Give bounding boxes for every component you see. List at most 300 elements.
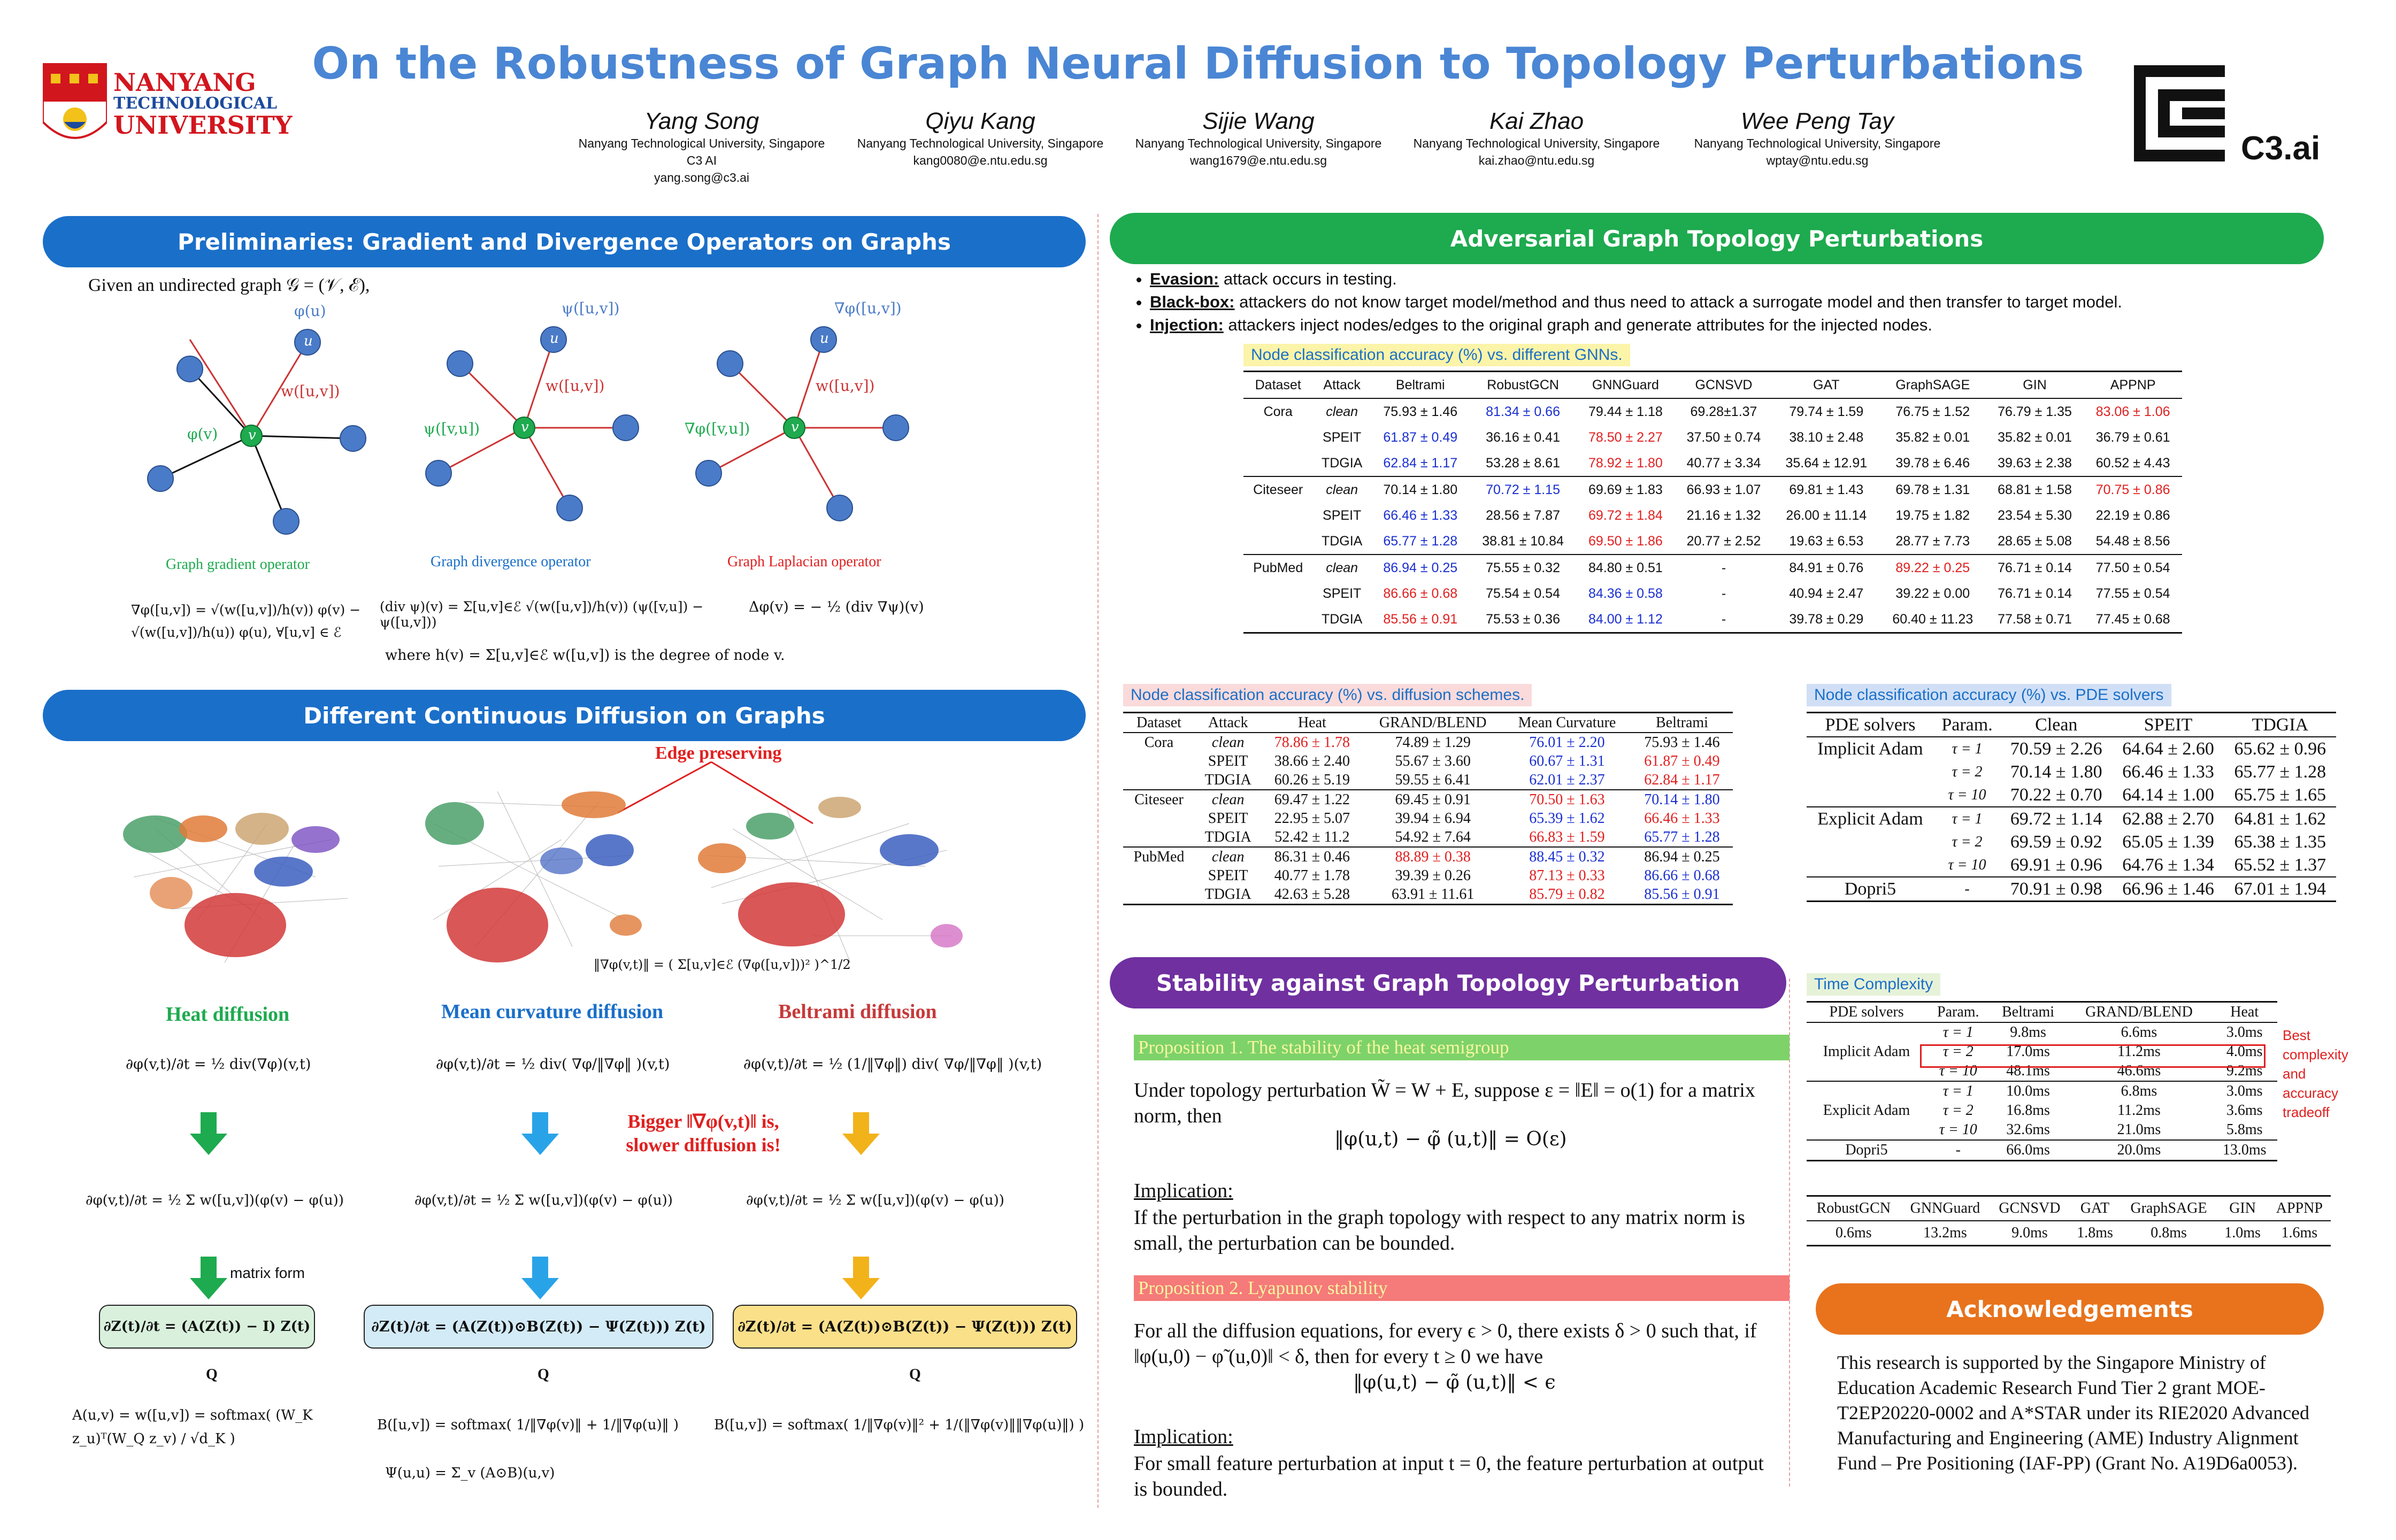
implication-2-text: For small feature perturbation at input t = 0, the feature perturbation at output is bounded. xyxy=(1134,1452,1764,1500)
value-cell: 46.6ms xyxy=(2117,1062,2161,1079)
param-cell: τ = 1 xyxy=(1942,1024,1973,1041)
dataset-cell xyxy=(1243,606,1312,633)
column-header: Attack xyxy=(1208,714,1248,731)
table-row xyxy=(1243,606,2182,633)
column-header: GRAND/BLEND xyxy=(1379,714,1487,731)
param-cell: τ = 10 xyxy=(1939,1121,1977,1138)
table-row xyxy=(1243,450,2182,476)
author-email[interactable]: kang0080@e.ntu.edu.sg xyxy=(913,153,1048,167)
list-item: • Injection: attackers inject nodes/edges to the original graph and generate attributes for the injected nodes. xyxy=(1150,313,2122,336)
table-row xyxy=(1123,809,1733,828)
value-cell: 76.71 ± 0.14 xyxy=(1998,560,2072,575)
table-row xyxy=(1807,1022,2277,1042)
pde-accuracy-table xyxy=(1807,712,2336,902)
dataset-cell xyxy=(1243,581,1312,606)
dataset-cell xyxy=(1123,828,1195,847)
gnn-table-tag: Node classification accuracy (%) vs. different GNNs. xyxy=(1243,344,1630,366)
dataset-cell xyxy=(1243,503,1312,528)
value-cell: 48.1ms xyxy=(2006,1062,2050,1079)
param-cell: τ = 10 xyxy=(1939,1062,1977,1079)
table-row xyxy=(1807,807,2336,830)
value-cell: 54.48 ± 8.56 xyxy=(2095,534,2170,549)
column-header: Heat xyxy=(2230,1004,2259,1020)
heat-discrete: ∂φ(v,t)/∂t = ½ Σ w([u,v])(φ(v) − φ(u)) xyxy=(86,1192,344,1208)
value-cell: 53.28 ± 8.61 xyxy=(1486,456,1560,471)
value-cell: 64.76 ± 1.34 xyxy=(2122,855,2214,875)
table-row xyxy=(1807,853,2336,877)
value-cell: 26.00 ± 11.14 xyxy=(1786,508,1867,523)
graph-node xyxy=(447,351,473,376)
value-cell: 62.84 ± 1.17 xyxy=(1383,456,1458,471)
value-cell: 60.67 ± 1.31 xyxy=(1529,753,1605,769)
value-cell: 70.14 ± 1.80 xyxy=(2010,762,2102,782)
value-cell: 0.6ms xyxy=(1835,1225,1872,1241)
table-header-row xyxy=(1123,713,1733,733)
divergence-top-label: ψ([u,v]) xyxy=(562,299,620,317)
dataset-cell: Cora xyxy=(1144,734,1174,751)
column-header: Attack xyxy=(1323,378,1361,392)
author-email[interactable]: kai.zhao@ntu.edu.sg xyxy=(1478,153,1595,167)
value-cell: 3.0ms xyxy=(2226,1083,2263,1099)
value-cell: 13.0ms xyxy=(2222,1142,2267,1158)
gradient-graph xyxy=(148,329,366,534)
value-cell: 65.62 ± 0.96 xyxy=(2234,739,2326,759)
author-affiliation: Nanyang Technological University, Singapore xyxy=(857,136,1104,150)
beltrami-b-formula: B([u,v]) = softmax( 1/‖∇φ(v)‖² + 1/(‖∇φ(v)‖‖∇φ(u)‖) ) xyxy=(714,1417,1085,1433)
solver-cell: Dopri5 xyxy=(1845,1142,1888,1158)
value-cell: 77.58 ± 0.71 xyxy=(1998,612,2072,627)
dataset-cell xyxy=(1123,752,1195,771)
poster-title: On the Robustness of Graph Neural Diffusion to Topology Perturbations xyxy=(312,38,2084,89)
edge-preserving-label: Edge preserving xyxy=(655,743,782,763)
ntu-logo-line2: TECHNOLOGICAL xyxy=(113,94,278,113)
value-cell: 52.42 ± 11.2 xyxy=(1274,829,1350,845)
table-row xyxy=(1123,866,1733,885)
dataset-cell: Cora xyxy=(1263,404,1293,419)
column-header: Clean xyxy=(2035,715,2078,735)
mean-curvature-title: Mean curvature diffusion xyxy=(441,1000,664,1023)
value-cell: 55.67 ± 3.60 xyxy=(1395,753,1471,769)
value-cell: 37.50 ± 0.74 xyxy=(1686,430,1761,445)
solver-cell: Dopri5 xyxy=(1844,879,1896,899)
solver-cell: Implicit Adam xyxy=(1823,1043,1910,1060)
value-cell: 77.55 ± 0.54 xyxy=(2095,586,2170,601)
value-cell: 35.82 ± 0.01 xyxy=(1895,430,1970,445)
dataset-cell xyxy=(1243,450,1312,476)
table-row xyxy=(1807,877,2336,902)
beltrami-title: Beltrami diffusion xyxy=(778,1000,937,1023)
column-header: GAT xyxy=(1813,378,1840,392)
node-v-label: v xyxy=(521,419,529,435)
embedding-plots xyxy=(91,759,979,1011)
gradient-formula: ∇φ([u,v]) = √(w([u,v])/h(v)) φ(v) − √(w([u,v])/h(u)) φ(u), ∀[u,v] ∈ ℰ xyxy=(131,602,361,640)
attack-cell: SPEIT xyxy=(1323,586,1362,601)
dataset-cell: Citeseer xyxy=(1134,791,1184,808)
solver-cell xyxy=(1807,1120,1926,1140)
value-cell: - xyxy=(1721,560,1726,575)
q-label: Q xyxy=(909,1366,921,1383)
beltrami-embedding-clusters xyxy=(698,797,963,948)
solver-cell xyxy=(1807,1061,1926,1081)
dataset-cell: PubMed xyxy=(1253,560,1303,575)
value-cell: 69.69 ± 1.83 xyxy=(1588,482,1663,497)
column-header: Param. xyxy=(1941,715,1993,735)
beltrami-discrete: ∂φ(v,t)/∂t = ½ Σ w([u,v])(φ(v) − φ(u)) xyxy=(746,1192,1004,1208)
value-cell: 1.0ms xyxy=(2224,1225,2261,1241)
param-cell: - xyxy=(1964,881,1970,897)
param-cell: τ = 1 xyxy=(1942,1083,1973,1099)
table-row xyxy=(1243,425,2182,450)
divergence-center-label: ψ([v,u]) xyxy=(424,420,480,437)
author-name: Yang Song xyxy=(644,108,759,134)
value-cell: 39.22 ± 0.00 xyxy=(1895,586,1970,601)
table-row xyxy=(1807,737,2336,760)
author-affiliation: Nanyang Technological University, Singapore xyxy=(578,136,825,150)
author-extra: C3 AI xyxy=(686,153,717,167)
table-row xyxy=(1123,828,1733,847)
gnn-accuracy-table xyxy=(1243,371,2182,634)
value-cell: 65.39 ± 1.62 xyxy=(1529,810,1605,827)
gradient-top-label: φ(u) xyxy=(294,302,326,320)
solver-cell xyxy=(1807,1081,1926,1101)
bigger-gradient-note: Bigger ‖∇φ(v,t)‖ is, slower diffusion is! xyxy=(626,1111,781,1156)
author-3 xyxy=(1125,108,1392,169)
matrix-form-label: matrix form xyxy=(230,1265,305,1281)
table-row xyxy=(1243,398,2182,425)
value-cell: 62.84 ± 1.17 xyxy=(1644,772,1720,788)
gradient-center-label: φ(v) xyxy=(187,425,218,443)
value-cell: 22.19 ± 0.86 xyxy=(2095,508,2170,523)
implication-1-text: If the perturbation in the graph topology with respect to any matrix norm is small, the perturbation can be bounded. xyxy=(1134,1206,1745,1254)
table-row xyxy=(1807,1081,2277,1101)
laplacian-edge-label: w([u,v]) xyxy=(816,377,875,395)
value-cell: 40.77 ± 1.78 xyxy=(1274,867,1350,884)
value-cell: 21.0ms xyxy=(2117,1121,2161,1138)
author-affiliation: Nanyang Technological University, Singapore xyxy=(1694,136,1941,150)
time-complexity-tag: Time Complexity xyxy=(1807,973,1940,996)
beltrami-pde: ∂φ(v,t)/∂t = ½ (1/‖∇φ‖) div( ∇φ/‖∇φ‖ )(v,t) xyxy=(743,1056,1042,1073)
value-cell: 75.54 ± 0.54 xyxy=(1486,586,1560,601)
c3-logo xyxy=(2129,60,2353,167)
attack-cell: SPEIT xyxy=(1208,753,1248,769)
value-cell: 86.94 ± 0.25 xyxy=(1383,560,1458,575)
value-cell: 66.0ms xyxy=(2006,1142,2050,1158)
table-header-row xyxy=(1807,1002,2277,1023)
laplacian-caption: Graph Laplacian operator xyxy=(727,553,881,570)
value-cell: 76.75 ± 1.52 xyxy=(1895,404,1970,419)
column-header: GNNGuard xyxy=(1592,378,1659,392)
value-cell: 65.77 ± 1.28 xyxy=(1383,534,1458,549)
column-header: GCNSVD xyxy=(1695,378,1753,392)
value-cell: 65.05 ± 1.39 xyxy=(2122,832,2214,852)
value-cell: 40.77 ± 3.34 xyxy=(1686,456,1761,471)
dataset-cell: PubMed xyxy=(1133,849,1185,865)
table-row xyxy=(1243,476,2182,503)
attack-cell: TDGIA xyxy=(1204,829,1251,845)
graph-node xyxy=(613,415,639,441)
value-cell: 11.2ms xyxy=(2117,1043,2161,1060)
q-label: Q xyxy=(206,1366,218,1383)
graph-node xyxy=(340,426,366,451)
dataset-cell xyxy=(1123,866,1195,885)
table-header-row xyxy=(1807,1196,2331,1221)
value-cell: 39.63 ± 2.38 xyxy=(1998,456,2072,471)
column-header: PDE solvers xyxy=(1825,715,1916,735)
author-affiliation: Nanyang Technological University, Singapore xyxy=(1413,136,1660,150)
value-cell: 9.8ms xyxy=(2010,1024,2046,1041)
value-cell: 32.6ms xyxy=(2006,1121,2050,1138)
author-email[interactable]: wptay@ntu.edu.sg xyxy=(1766,153,1869,167)
divergence-formula: (div ψ)(v) = Σ[u,v]∈ℰ √(w([u,v])/h(v)) (ψ([v,u]) − ψ([u,v])) xyxy=(380,599,704,630)
value-cell: 70.14 ± 1.80 xyxy=(1383,482,1458,497)
mean-curvature-arrow-icon xyxy=(521,1112,559,1155)
best-tradeoff-box xyxy=(1920,1044,2266,1068)
gradient-norm-formula: ‖∇φ(v,t)‖ = ( Σ[u,v]∈ℰ (∇φ([u,v]))² )^1/2 xyxy=(594,957,851,972)
column-header: TDGIA xyxy=(2252,715,2309,735)
value-cell: 69.45 ± 0.91 xyxy=(1395,791,1471,808)
value-cell: 78.92 ± 1.80 xyxy=(1588,456,1663,471)
value-cell: 78.86 ± 1.78 xyxy=(1274,734,1350,751)
column-header: GIN xyxy=(2023,378,2047,392)
table-row xyxy=(1243,528,2182,555)
value-cell: 10.0ms xyxy=(2006,1083,2050,1099)
value-cell: 69.47 ± 1.22 xyxy=(1274,791,1350,808)
value-cell: 77.45 ± 0.68 xyxy=(2095,612,2170,627)
diffusion-banner: Different Continuous Diffusion on Graphs xyxy=(43,690,1086,741)
value-cell: 9.2ms xyxy=(2226,1062,2263,1079)
attack-settings-list xyxy=(1134,267,2122,336)
author-email[interactable]: yang.song@c3.ai xyxy=(654,171,750,184)
value-cell: 1.8ms xyxy=(2077,1225,2113,1241)
column-header: Dataset xyxy=(1136,714,1181,731)
value-cell: 60.26 ± 5.19 xyxy=(1274,772,1350,788)
value-cell: 75.93 ± 1.46 xyxy=(1644,734,1720,751)
q-label: Q xyxy=(537,1366,549,1383)
graph-node xyxy=(177,356,203,382)
column-header: Dataset xyxy=(1255,378,1301,392)
author-name: Wee Peng Tay xyxy=(1740,108,1894,134)
value-cell: 19.63 ± 6.53 xyxy=(1789,534,1864,549)
author-4 xyxy=(1403,108,1670,169)
value-cell: 6.6ms xyxy=(2121,1024,2157,1041)
solver-cell: Explicit Adam xyxy=(1823,1102,1910,1119)
value-cell: 75.55 ± 0.32 xyxy=(1486,560,1560,575)
acknowledgements-text: This research is supported by the Singapore Ministry of Education Academic Research Fund Tier 2 grant MOE-T2EP20220-0002 and A*STAR under its RIE2020 Advanced Manufacturing and Engineering (AME) Industry Alignment Fund – Pre Positioning (IAF-PP) (Grant No. A19D6a0053). xyxy=(1837,1352,2310,1474)
proposition-2: Proposition 2. Lyapunov stability xyxy=(1134,1275,1790,1301)
mean-curvature-pde: ∂φ(v,t)/∂t = ½ div( ∇φ/‖∇φ‖ )(v,t) xyxy=(436,1056,670,1073)
value-cell: 86.31 ± 0.46 xyxy=(1274,849,1350,865)
value-cell: 70.22 ± 0.70 xyxy=(2010,785,2102,805)
table-row xyxy=(1807,1140,2277,1161)
value-cell: - xyxy=(1721,586,1726,601)
laplacian-formula: Δφ(v) = − ½ (div ∇ψ)(v) xyxy=(749,599,924,615)
value-cell: 40.94 ± 2.47 xyxy=(1789,586,1864,601)
value-cell: 70.14 ± 1.80 xyxy=(1644,791,1720,808)
value-cell: 23.54 ± 5.30 xyxy=(1998,508,2072,523)
attack-cell: clean xyxy=(1211,734,1245,751)
value-cell: 16.8ms xyxy=(2006,1102,2050,1119)
heat-diffusion-title: Heat diffusion xyxy=(166,1003,290,1026)
graph-node xyxy=(696,460,721,486)
value-cell: 0.8ms xyxy=(2151,1225,2187,1241)
value-cell: 69.59 ± 0.92 xyxy=(2010,832,2102,852)
adversarial-banner: Adversarial Graph Topology Perturbations xyxy=(1110,213,2324,264)
table-header-row xyxy=(1807,713,2336,737)
mean-curvature-discrete: ∂φ(v,t)/∂t = ½ Σ w([u,v])(φ(v) − φ(u)) xyxy=(414,1192,673,1208)
beltrami-arrow-icon xyxy=(842,1112,880,1155)
value-cell: 84.91 ± 0.76 xyxy=(1789,560,1864,575)
column-header: GraphSAGE xyxy=(1895,378,1970,392)
value-cell: 65.75 ± 1.65 xyxy=(2234,785,2326,805)
attack-cell: SPEIT xyxy=(1323,430,1362,445)
dataset-cell xyxy=(1243,528,1312,555)
heat-matrix-box: ∂Z(t)/∂t = (A(Z(t)) − I) Z(t) xyxy=(99,1305,315,1349)
column-header: Heat xyxy=(1297,714,1326,731)
value-cell: 88.45 ± 0.32 xyxy=(1529,849,1605,865)
value-cell: 66.46 ± 1.33 xyxy=(1644,810,1720,827)
table-row xyxy=(1123,885,1733,905)
value-cell: 54.92 ± 7.64 xyxy=(1395,829,1471,845)
value-cell: 66.83 ± 1.59 xyxy=(1529,829,1605,845)
value-cell: 39.78 ± 0.29 xyxy=(1789,612,1864,627)
dataset-cell xyxy=(1123,885,1195,905)
column-header: PDE solvers xyxy=(1829,1004,1904,1020)
laplacian-top-label: ∇φ([u,v]) xyxy=(834,299,902,317)
value-cell: 70.59 ± 2.26 xyxy=(2010,739,2102,759)
value-cell: 74.89 ± 1.29 xyxy=(1395,734,1471,751)
param-cell: τ = 2 xyxy=(1952,834,1983,850)
value-cell: 69.78 ± 1.31 xyxy=(1895,482,1970,497)
attack-cell: clean xyxy=(1326,404,1358,419)
value-cell: 70.75 ± 0.86 xyxy=(2095,482,2170,497)
value-cell: 66.46 ± 1.33 xyxy=(2122,762,2214,782)
value-cell: 84.36 ± 0.58 xyxy=(1588,586,1663,601)
diffusion-table-tag: Node classification accuracy (%) vs. diffusion schemes. xyxy=(1123,684,1532,706)
stability-banner: Stability against Graph Topology Perturbation xyxy=(1110,957,1786,1008)
value-cell: 86.66 ± 0.68 xyxy=(1383,586,1458,601)
value-cell: 38.66 ± 2.40 xyxy=(1274,753,1350,769)
value-cell: 76.01 ± 2.20 xyxy=(1529,734,1605,751)
column-header: GIN xyxy=(2229,1200,2256,1216)
author-name: Kai Zhao xyxy=(1489,108,1584,134)
column-header: Beltrami xyxy=(1395,378,1445,392)
author-affiliation: Nanyang Technological University, Singapore xyxy=(1135,136,1382,150)
value-cell: 78.50 ± 2.27 xyxy=(1588,430,1663,445)
proposition-2-equation: ‖φ(u,t) − φ̃ (u,t)‖ < ϵ xyxy=(1353,1372,1556,1393)
mean-curvature-arrow-icon xyxy=(521,1257,559,1299)
value-cell: 69.72 ± 1.14 xyxy=(2010,809,2102,829)
author-5 xyxy=(1684,108,1951,169)
graph-node xyxy=(273,509,299,534)
value-cell: 9.0ms xyxy=(2011,1225,2048,1241)
column-header: Mean Curvature xyxy=(1518,714,1616,731)
value-cell: 64.64 ± 2.60 xyxy=(2122,739,2214,759)
value-cell: 76.71 ± 0.14 xyxy=(1998,586,2072,601)
param-cell: - xyxy=(1955,1142,1961,1158)
author-email[interactable]: wang1679@e.ntu.edu.sg xyxy=(1189,153,1327,167)
graph-node xyxy=(827,495,853,521)
value-cell: 67.01 ± 1.94 xyxy=(2234,879,2326,899)
column-header: RobustGCN xyxy=(1487,378,1559,392)
value-cell: 84.80 ± 0.51 xyxy=(1588,560,1663,575)
attack-cell: SPEIT xyxy=(1208,867,1248,884)
value-cell: 65.52 ± 1.37 xyxy=(2234,855,2326,875)
graph-node xyxy=(883,415,909,441)
gradient-caption: Graph gradient operator xyxy=(166,556,310,573)
value-cell: 4.0ms xyxy=(2226,1043,2263,1060)
attack-cell: TDGIA xyxy=(1204,886,1251,903)
attack-cell: clean xyxy=(1211,791,1245,808)
value-cell: 75.93 ± 1.46 xyxy=(1383,404,1458,419)
value-cell: 70.72 ± 1.15 xyxy=(1486,482,1560,497)
solver-cell xyxy=(1807,1022,1926,1042)
value-cell: 63.91 ± 11.61 xyxy=(1392,886,1475,903)
graph-node xyxy=(557,495,582,521)
value-cell: 35.64 ± 12.91 xyxy=(1785,456,1868,471)
author-2 xyxy=(847,108,1114,169)
value-cell: 39.78 ± 6.46 xyxy=(1895,456,1970,471)
ntu-logo-line3: UNIVERSITY xyxy=(113,111,293,140)
value-cell: 35.82 ± 0.01 xyxy=(1998,430,2072,445)
value-cell: 39.94 ± 6.94 xyxy=(1395,810,1471,827)
node-v-label: v xyxy=(248,427,256,443)
value-cell: 70.50 ± 1.63 xyxy=(1529,791,1605,808)
value-cell: 84.00 ± 1.12 xyxy=(1588,612,1663,627)
param-cell: τ = 10 xyxy=(1948,857,1986,873)
heat-arrow-icon xyxy=(190,1112,227,1155)
value-cell: 20.77 ± 2.52 xyxy=(1686,534,1761,549)
table-row xyxy=(1807,830,2336,853)
mean-curvature-b-formula: B([u,v]) = softmax( 1/‖∇φ(v)‖ + 1/‖∇φ(u)‖ ) xyxy=(377,1417,679,1433)
node-v-label: v xyxy=(791,419,799,435)
table-header-row xyxy=(1243,372,2182,399)
beltrami-embedding xyxy=(706,807,952,962)
beltrami-matrix: ∂Z(t)/∂t = (A(Z(t))⊙B(Z(t)) − Ψ(Z(t))) Z(t) xyxy=(738,1318,1072,1335)
c3-mark-icon xyxy=(2129,60,2236,167)
value-cell: 20.0ms xyxy=(2117,1142,2161,1158)
column-header: SPEIT xyxy=(2144,715,2193,735)
value-cell: 39.39 ± 0.26 xyxy=(1395,867,1471,884)
solver-cell xyxy=(1807,760,1934,783)
value-cell: 65.77 ± 1.28 xyxy=(1644,829,1720,845)
value-cell: 28.65 ± 5.08 xyxy=(1998,534,2072,549)
value-cell: - xyxy=(1721,612,1726,627)
table-row xyxy=(1123,790,1733,809)
value-cell: 42.63 ± 5.28 xyxy=(1274,886,1350,903)
operator-graphs xyxy=(96,297,963,575)
graph-node xyxy=(148,466,173,491)
value-cell: 65.77 ± 1.28 xyxy=(2234,762,2326,782)
attack-cell: TDGIA xyxy=(1321,456,1363,471)
value-cell: 62.01 ± 2.37 xyxy=(1529,772,1605,788)
value-cell: 6.8ms xyxy=(2121,1083,2157,1099)
dataset-cell xyxy=(1123,809,1195,828)
value-cell: 64.81 ± 1.62 xyxy=(2234,809,2326,829)
author-name: Sijie Wang xyxy=(1202,108,1315,134)
attack-cell: SPEIT xyxy=(1208,810,1248,827)
graph-node xyxy=(426,460,451,486)
column-header: GraphSAGE xyxy=(2130,1200,2207,1216)
author-name: Qiyu Kang xyxy=(925,108,1035,134)
value-cell: 22.95 ± 5.07 xyxy=(1274,810,1350,827)
value-cell: 60.40 ± 11.23 xyxy=(1892,612,1973,627)
solver-cell xyxy=(1807,853,1934,877)
value-cell: 5.8ms xyxy=(2226,1121,2263,1138)
value-cell: 89.22 ± 0.25 xyxy=(1895,560,1970,575)
attack-cell: TDGIA xyxy=(1321,534,1363,549)
table-row xyxy=(1123,771,1733,790)
implication-2-label: Implication: xyxy=(1134,1426,1233,1448)
